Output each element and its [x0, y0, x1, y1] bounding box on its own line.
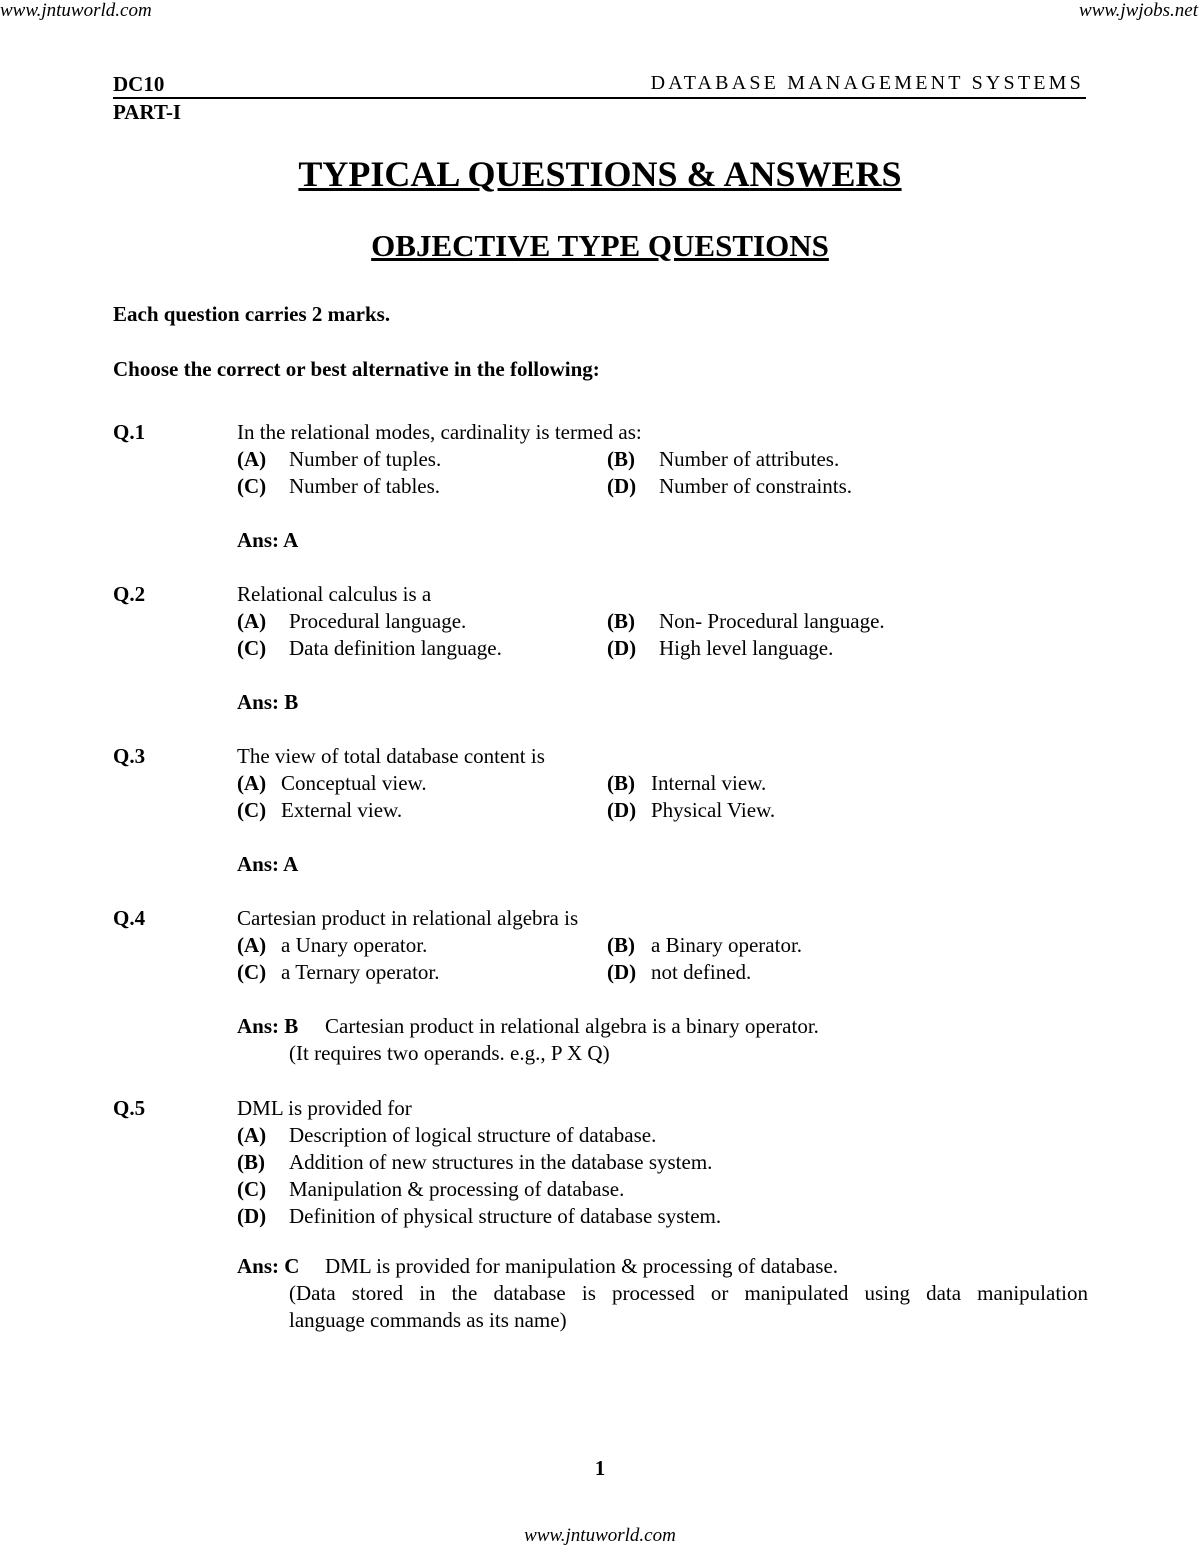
question-number: Q.5	[113, 1096, 146, 1120]
options	[237, 770, 1088, 824]
page-title: TYPICAL QUESTIONS & ANSWERS	[298, 154, 902, 194]
question-1	[113, 419, 1088, 554]
option-d: (D) Number of constraints.	[607, 474, 853, 498]
option-c: (C) External view.	[237, 798, 403, 822]
answer: Ans: B Cartesian product in relational algebra is a binary operator.	[237, 1014, 819, 1038]
option-c: (C) a Ternary operator.	[237, 960, 440, 984]
question-text: In the relational modes, cardinality is termed as:	[237, 420, 642, 444]
answer: Ans: B	[237, 690, 299, 714]
part-label: PART-I	[113, 100, 182, 124]
answer-explanation: DML is provided for manipulation & processing of database.	[325, 1254, 839, 1278]
option-b: (B) a Binary operator.	[607, 933, 803, 957]
answer: Ans: A	[237, 852, 299, 876]
option-d: (D) High level language.	[607, 636, 834, 660]
answer-note: (It requires two operands. e.g., P X Q)	[289, 1041, 610, 1065]
question-4	[113, 905, 1088, 1067]
answer: Ans: C DML is provided for manipulation & processing of database.	[237, 1254, 839, 1278]
option-d: (D) not defined.	[607, 960, 752, 984]
watermark-top-right: www.jwjobs.net	[1079, 0, 1198, 21]
options	[237, 446, 1088, 500]
watermark-top-left: www.jntuworld.com	[0, 0, 152, 21]
option-a: (A) a Unary operator.	[237, 933, 428, 957]
options	[237, 932, 1088, 986]
question-text: Relational calculus is a	[237, 582, 432, 606]
question-number: Q.4	[113, 906, 146, 930]
document-header	[113, 70, 1086, 99]
answer-explanation: Cartesian product in relational algebra is a binary operator.	[325, 1014, 819, 1038]
question-2	[113, 581, 1088, 716]
options	[237, 1122, 1088, 1230]
question-number: Q.3	[113, 744, 146, 768]
option-b: (B) Non- Procedural language.	[607, 609, 885, 633]
option-d: (D) Definition of physical structure of database system.	[237, 1204, 722, 1228]
option-c: (C) Data definition language.	[237, 636, 502, 660]
answer-note-line-1: (Data stored in the database is processed or manipulated using data manipulation	[289, 1281, 1088, 1305]
option-a: (A) Number of tuples.	[237, 447, 442, 471]
question-text: DML is provided for	[237, 1096, 412, 1120]
subject-title: DATABASE MANAGEMENT SYSTEMS	[650, 72, 1084, 94]
question-number: Q.1	[113, 420, 146, 444]
question-3	[113, 743, 1088, 878]
option-c: (C) Manipulation & processing of database.	[237, 1177, 625, 1201]
question-text: The view of total database content is	[237, 744, 545, 768]
section-title: OBJECTIVE TYPE QUESTIONS	[371, 228, 829, 263]
marks-instruction: Each question carries 2 marks.	[113, 302, 391, 326]
question-text: Cartesian product in relational algebra is	[237, 906, 579, 930]
options	[237, 608, 1088, 662]
option-b: (B) Addition of new structures in the database system.	[237, 1150, 713, 1174]
option-d: (D) Physical View.	[607, 798, 776, 822]
answer-note-line-2: language commands as its name)	[289, 1308, 567, 1332]
question-number: Q.2	[113, 582, 146, 606]
question-5	[113, 1095, 1088, 1334]
watermark-bottom: www.jntuworld.com	[524, 1525, 676, 1546]
option-a: (A) Description of logical structure of database.	[237, 1123, 657, 1147]
course-code: DC10	[113, 72, 165, 96]
option-a: (A) Conceptual view.	[237, 771, 427, 795]
option-b: (B) Number of attributes.	[607, 447, 840, 471]
option-c: (C) Number of tables.	[237, 474, 441, 498]
option-a: (A) Procedural language.	[237, 609, 467, 633]
answer: Ans: A	[237, 528, 299, 552]
page-number: 1	[594, 1456, 606, 1480]
choose-instruction: Choose the correct or best alternative in the following:	[113, 357, 600, 381]
option-b: (B) Internal view.	[607, 771, 767, 795]
